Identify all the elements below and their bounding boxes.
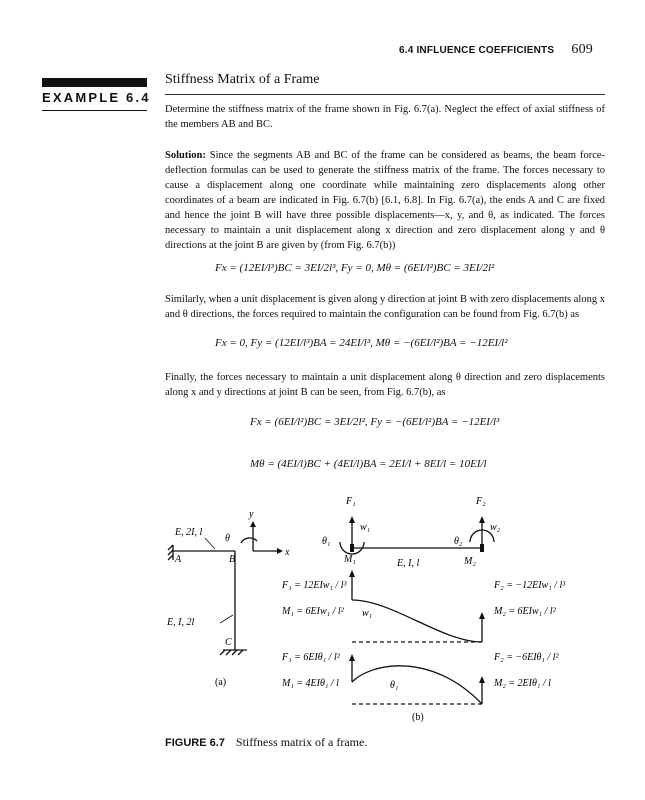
label-m1: M₁ bbox=[344, 554, 356, 565]
running-header bbox=[399, 42, 593, 58]
paragraph-2: Similarly, when a unit displacement is given along y direction at joint B with zero displacements along x and θ directions, the forces required to maintain the configuration can be found from Fig. 6.7(b) as bbox=[165, 294, 605, 320]
d2-m1: M₁ = 4EIθ₁ / l bbox=[282, 678, 339, 689]
solution-label: Solution: bbox=[165, 150, 206, 161]
example-label: EXAMPLE 6.4 bbox=[42, 90, 151, 105]
arrowhead-d1-f2 bbox=[479, 612, 485, 619]
label-c: C bbox=[225, 637, 232, 648]
label-a: A bbox=[175, 554, 182, 565]
d1-m2: M₂ = 6EIw₁ / l² bbox=[494, 606, 556, 617]
label-beam: E, I, l bbox=[397, 558, 420, 569]
theta-arc bbox=[241, 538, 257, 543]
leader-bc bbox=[220, 615, 233, 623]
solution-paragraph bbox=[165, 148, 605, 253]
d2-m2: M₂ = 2EIθ₁ / l bbox=[494, 678, 551, 689]
arrowhead-d1-f1 bbox=[349, 570, 355, 577]
example-rule bbox=[42, 110, 147, 111]
d2-theta1: θ₁ bbox=[390, 680, 399, 691]
label-w1: w₁ bbox=[360, 522, 371, 533]
equation-4: Mθ = (4EI/l)BC + (4EI/l)BA = 2EI/l + 8EI/l = 10EI/l bbox=[250, 458, 487, 470]
leader-ab bbox=[205, 538, 215, 549]
d1-f1: F₁ = 12EIw₁ / l³ bbox=[282, 580, 347, 591]
y-arrowhead bbox=[250, 521, 256, 527]
figure-a-label: (a) bbox=[215, 677, 227, 688]
d2-f1: F₁ = 6EIθ₁ / l² bbox=[282, 652, 340, 663]
figure-b-label: (b) bbox=[412, 712, 424, 723]
label-theta2: θ₂ bbox=[454, 536, 463, 547]
equation-3: Fx = (6EI/l²)BC = 3EI/2l², Fy = −(6EI/l²)BA = −12EI/l³ bbox=[250, 416, 500, 428]
d1-m1: M₁ = 6EIw₁ / l² bbox=[282, 606, 344, 617]
figure-caption-label: FIGURE 6.7 bbox=[165, 737, 225, 749]
deflection-curve-1 bbox=[352, 600, 482, 642]
end-node-1 bbox=[350, 544, 354, 552]
figure-caption-text: Stiffness matrix of a frame. bbox=[235, 735, 368, 749]
arrowhead-d2-f1 bbox=[349, 654, 355, 661]
d1-f2: F₂ = −12EIw₁ / l³ bbox=[494, 580, 566, 591]
d1-w1: w₁ bbox=[362, 608, 373, 619]
example-bar bbox=[42, 78, 147, 87]
solution-text: Since the segments AB and BC of the frame can be considered as beams, the beam force-deflection formulas can be used to generate the stiffness matrix of the frame. The forces necessary to cause a displacement along one coordinate while maintaining zero displacements along other coordinates of a beam are indicated in Fig. 6.7(b) [6.1, 6.8]. In Fig. 6.7(a), the ends A and C are fixed and hence the joint B will have three possible displacements—x, y, and θ, as indicated. The forces necessary to maintain a unit displacement along x direction and zero displacement along y and θ directions at the joint B are given by (from Fig. 6.7(b)) bbox=[165, 150, 606, 251]
label-x: x bbox=[285, 547, 290, 558]
label-b: B bbox=[229, 554, 236, 565]
figure-caption bbox=[165, 735, 367, 750]
label-w2: w₂ bbox=[490, 522, 501, 533]
label-theta1: θ₁ bbox=[322, 536, 331, 547]
example-title: Stiffness Matrix of a Frame bbox=[165, 72, 320, 87]
figure-b-beams bbox=[282, 492, 592, 724]
arrowhead-f1 bbox=[349, 516, 355, 523]
label-top-member: E, 2I, l bbox=[175, 527, 203, 538]
problem-statement: Determine the stiffness matrix of the frame shown in Fig. 6.7(a). Neglect the effect of axial stiffness of the members AB and BC. bbox=[165, 104, 605, 130]
page-number: 609 bbox=[571, 42, 593, 57]
d2-f2: F₂ = −6EIθ₁ / l² bbox=[494, 652, 559, 663]
label-m2: M₂ bbox=[464, 556, 476, 567]
end-node-2 bbox=[480, 544, 484, 552]
paragraph-3: Finally, the forces necessary to maintain a unit displacement along θ direction and zero displacements along x and y directions at joint B can be seen, from Fig. 6.7(b), as bbox=[165, 372, 605, 398]
arrowhead-f2 bbox=[479, 516, 485, 523]
title-rule bbox=[165, 94, 605, 95]
deflection-curve-2 bbox=[352, 666, 482, 704]
equation-2: Fx = 0, Fy = (12EI/l³)BA = 24EI/l³, Mθ = −(6EI/l²)BA = −12EI/l² bbox=[215, 337, 508, 349]
arrowhead-d2-f2 bbox=[479, 676, 485, 683]
label-f1: F₁ bbox=[346, 496, 356, 507]
label-vertical-member: E, I, 2l bbox=[167, 617, 195, 628]
label-f2: F₂ bbox=[476, 496, 486, 507]
label-y: y bbox=[249, 509, 254, 520]
equation-1: Fx = (12EI/l³)BC = 3EI/2l³, Fy = 0, Mθ = (6EI/l²)BC = 3EI/2l² bbox=[215, 262, 495, 274]
section-title: 6.4 INFLUENCE COEFFICIENTS bbox=[398, 45, 555, 56]
label-theta: θ bbox=[225, 533, 230, 544]
